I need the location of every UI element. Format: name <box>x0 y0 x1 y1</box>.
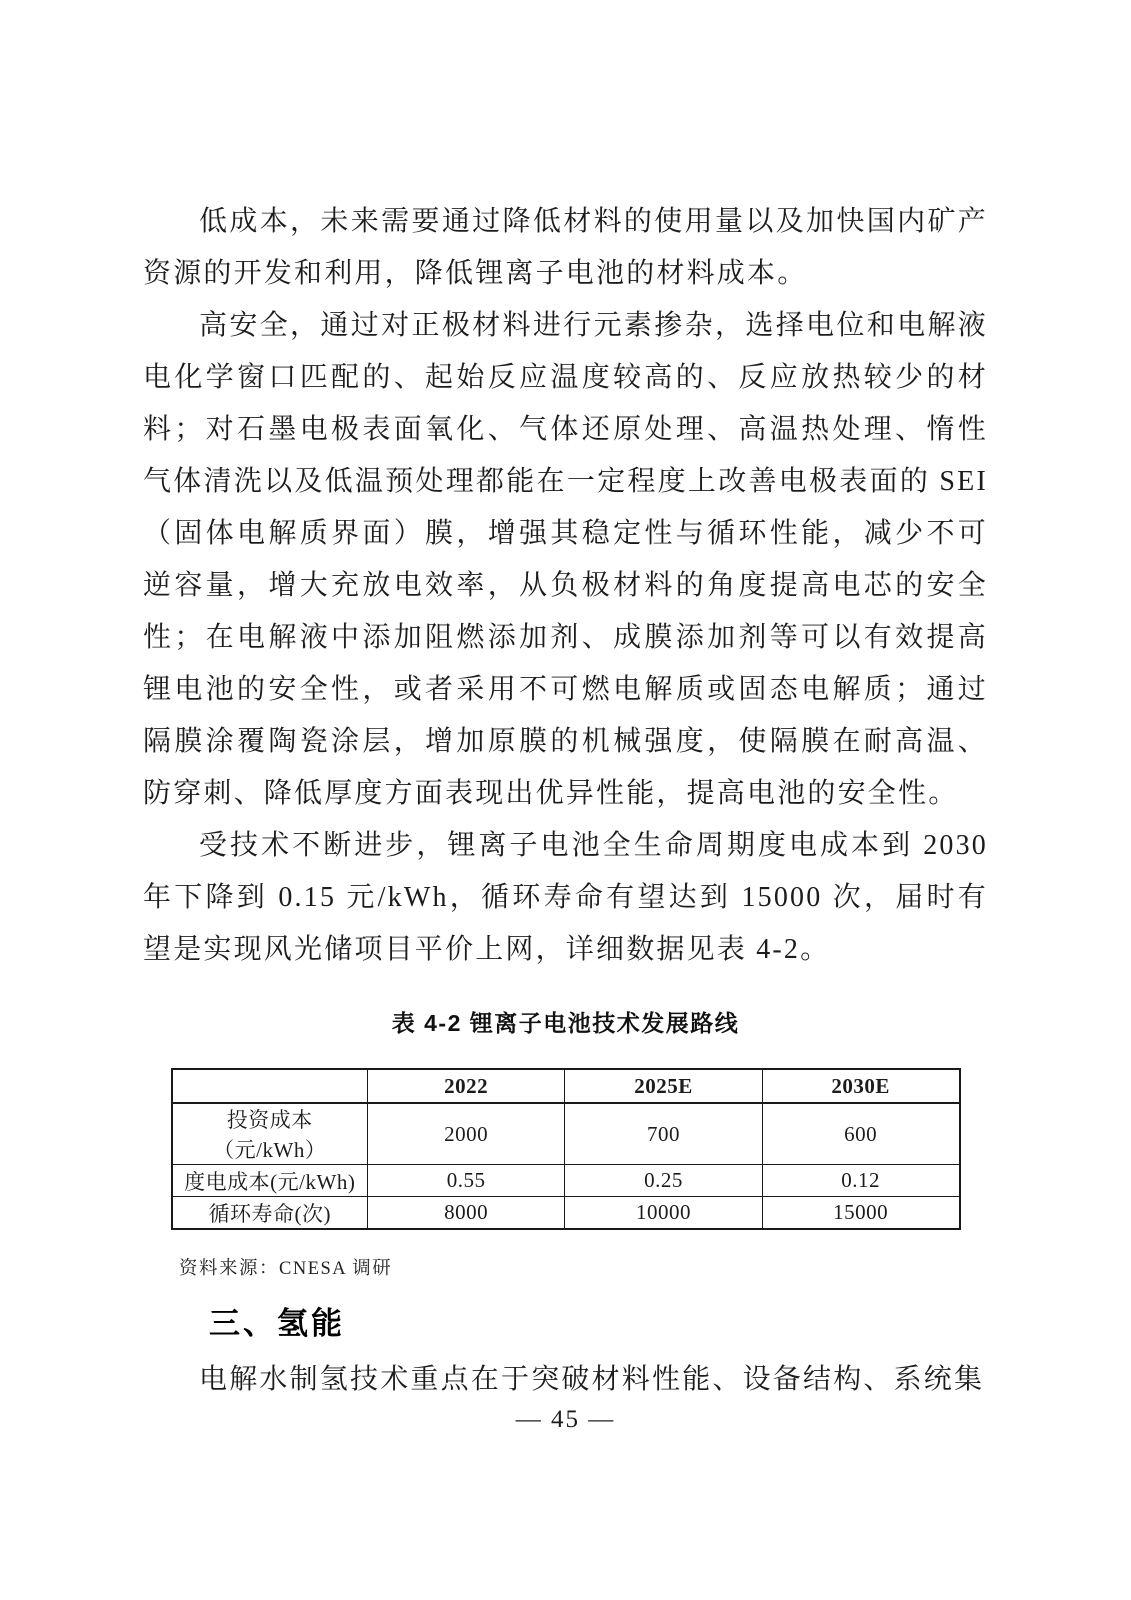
table-header-blank <box>172 1069 368 1103</box>
cell-value: 10000 <box>565 1197 762 1230</box>
page-number: — 45 — <box>515 1406 616 1433</box>
cell-value: 0.55 <box>368 1165 565 1197</box>
cell-value: 0.12 <box>762 1165 959 1197</box>
table-row-electricity-cost <box>172 1165 960 1197</box>
battery-roadmap-table <box>171 1068 961 1230</box>
cell-value: 600 <box>762 1103 959 1165</box>
table-header-2025e: 2025E <box>565 1069 762 1103</box>
cell-value: 2000 <box>368 1103 565 1165</box>
body-paragraph-tech-progress: 受技术不断进步，锂离子电池全生命周期度电成本到 2030 年下降到 0.15 元/kWh，循环寿命有望达到 15000 次，届时有望是实现风光储项目平价上网，详细数据见表 4-2。 <box>143 830 988 965</box>
cell-value: 0.25 <box>565 1165 762 1197</box>
cell-value: 700 <box>565 1103 762 1165</box>
row-label: 度电成本(元/kWh) <box>172 1165 368 1197</box>
table-header-row <box>172 1069 960 1103</box>
body-paragraph-high-safety: 高安全，通过对正极材料进行元素掺杂，选择电位和电解液电化学窗口匹配的、起始反应温度较高的、反应放热较少的材料；对石墨电极表面氧化、气体还原处理、高温热处理、惰性气体清洗以及低温预处理都能在一定程度上改善电极表面的 SEI（固体电解质界面）膜，增强其稳定性与循环性能，减少不可逆容量，增大充放电效率，从负极材料的角度提高电芯的安全性；在电解液中添加阻燃添加剂、成膜添加剂等可以有效提高锂电池的安全性，或者采用不可燃电解质或固态电解质；通过隔膜涂覆陶瓷涂层，增加原膜的机械强度，使隔膜在耐高温、防穿刺、降低厚度方面表现出优异性能，提高电池的安全性。 <box>143 310 988 809</box>
table-header-2030e: 2030E <box>762 1069 959 1103</box>
table-row-cycle-life <box>172 1197 960 1230</box>
source-note: 资料来源：CNESA 调研 <box>179 1259 393 1279</box>
text-column <box>143 196 988 1406</box>
table-row-investment-cost <box>172 1103 960 1165</box>
cell-value: 15000 <box>762 1197 959 1230</box>
row-label: 投资成本（元/kWh） <box>172 1103 368 1165</box>
table-header-2022: 2022 <box>368 1069 565 1103</box>
body-paragraph-low-cost: 低成本，未来需要通过降低材料的使用量以及加快国内矿产资源的开发和利用，降低锂离子电池的材料成本。 <box>143 206 988 289</box>
closing-paragraph-electrolysis: 电解水制氢技术重点在于突破材料性能、设备结构、系统集 <box>199 1364 985 1395</box>
row-label: 循环寿命(次) <box>172 1197 368 1230</box>
table-caption: 表 4-2 锂离子电池技术发展路线 <box>391 1010 740 1036</box>
cell-value: 8000 <box>368 1197 565 1230</box>
section-heading-hydrogen: 三、氢能 <box>209 1306 345 1341</box>
